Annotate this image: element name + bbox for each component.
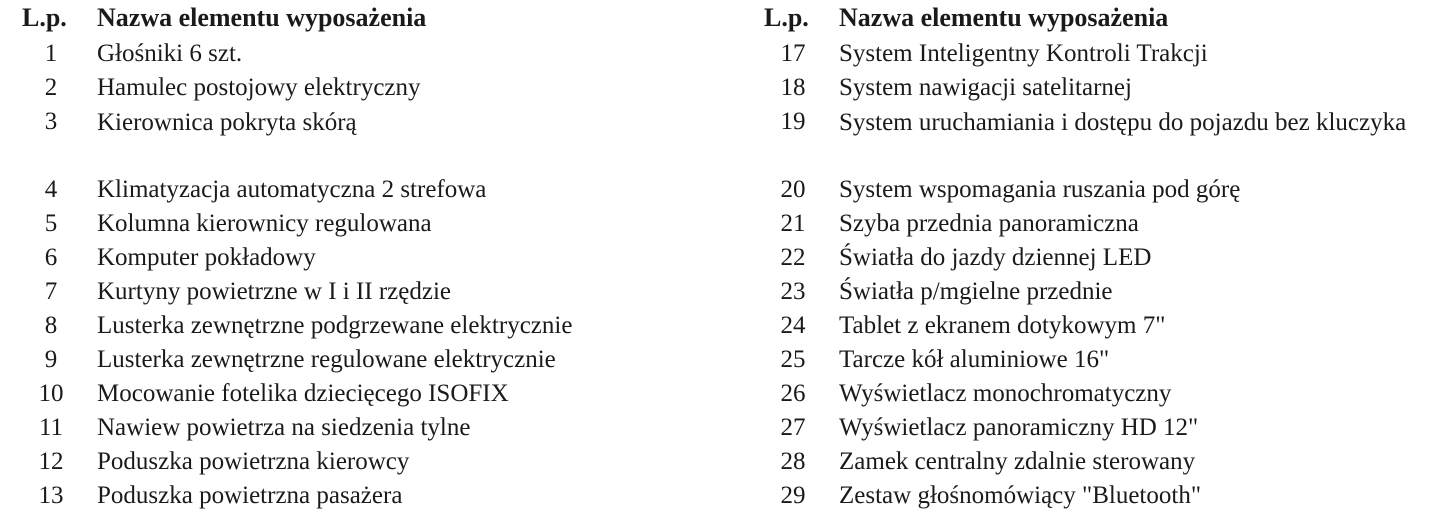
row-item-name: System wspomagania ruszania pod górę [839,176,1241,203]
row-item-name: System Inteligentny Kontroli Trakcji [839,40,1208,67]
row-number: 26 [780,380,806,407]
table-row [764,312,1424,346]
column-header-lp: L.p. [22,3,67,32]
table-row [764,176,1424,210]
table-row [764,380,1424,414]
table-header [22,0,712,40]
row-number: 12 [38,448,64,475]
table-row [764,414,1424,448]
row-number: 8 [44,312,58,339]
row-item-name: Komputer pokładowy [97,244,316,271]
row-item-name: Tarcze kół aluminiowe 16" [839,346,1110,373]
table-row [764,108,1424,176]
table-row [764,244,1424,278]
row-item-name: Światła p/mgielne przednie [839,278,1113,305]
equipment-table-right [764,0,1424,509]
row-item-name: Klimatyzacja automatyczna 2 strefowa [97,176,487,203]
row-number: 3 [44,108,58,135]
table-row [764,346,1424,380]
row-item-name: Poduszka powietrzna kierowcy [97,448,410,475]
row-item-name: Hamulec postojowy elektryczny [97,74,421,101]
row-item-name: Zestaw głośnomówiący "Bluetooth" [839,482,1202,509]
table-row [22,176,712,210]
table-row [22,414,712,448]
column-header-name: Nazwa elementu wyposażenia [97,3,427,32]
row-item-name: Zamek centralny zdalnie sterowany [839,448,1196,475]
column-header-name: Nazwa elementu wyposażenia [839,3,1169,32]
row-number: 22 [780,244,806,271]
row-item-name: Kolumna kierownicy regulowana [97,210,432,237]
table-row [22,108,712,176]
row-number: 25 [780,346,806,373]
row-item-name: Światła do jazdy dziennej LED [839,244,1152,271]
row-item-name: Poduszka powietrzna pasażera [97,482,403,509]
row-number: 6 [44,244,58,271]
row-number: 29 [780,482,806,509]
row-item-name: Mocowanie fotelika dziecięcego ISOFIX [97,380,509,407]
table-row [764,74,1424,108]
row-item-name: Tablet z ekranem dotykowym 7" [839,312,1166,339]
row-number: 19 [780,108,806,135]
row-number: 18 [780,74,806,101]
row-item-name: System nawigacji satelitarnej [839,74,1132,101]
table-row [22,448,712,482]
equipment-table-left [22,0,712,509]
row-item-name: Lusterka zewnętrzne podgrzewane elektrycznie [97,312,573,339]
row-number: 7 [44,278,58,305]
row-item-name: Szyba przednia panoramiczna [839,210,1139,237]
table-row [764,278,1424,312]
row-item-name: Głośniki 6 szt. [97,40,243,67]
table-row [22,482,712,509]
table-row [764,448,1424,482]
row-number: 23 [780,278,806,305]
row-number: 21 [780,210,806,237]
table-row [22,40,712,74]
row-number: 9 [44,346,58,373]
table-row [22,244,712,278]
table-header [764,0,1424,40]
row-item-name: System uruchamiania i dostępu do pojazdu bez kluczyka [839,109,1407,136]
row-number: 2 [44,74,58,101]
row-number: 11 [38,414,64,441]
row-number: 13 [38,482,64,509]
row-item-name: Wyświetlacz panoramiczny HD 12" [839,414,1199,441]
row-number: 17 [780,40,806,67]
row-number: 4 [44,176,58,203]
table-row [22,74,712,108]
table-row [22,346,712,380]
table-row [22,380,712,414]
column-header-lp: L.p. [764,3,809,32]
table-row [22,210,712,244]
row-number: 5 [44,210,58,237]
table-row [22,312,712,346]
table-row [764,40,1424,74]
row-number: 10 [38,380,64,407]
row-number: 24 [780,312,806,339]
table-row [22,278,712,312]
row-item-name: Lusterka zewnętrzne regulowane elektrycznie [97,346,556,373]
row-number: 28 [780,448,806,475]
row-item-name: Kierownica pokryta skórą [97,109,357,136]
row-item-name: Nawiew powietrza na siedzenia tylne [97,414,471,441]
row-number: 1 [44,40,58,67]
row-item-name: Wyświetlacz monochromatyczny [839,380,1172,407]
table-row [764,210,1424,244]
table-row [764,482,1424,509]
row-item-name: Kurtyny powietrzne w I i II rzędzie [97,278,452,305]
row-number: 27 [780,414,806,441]
row-number: 20 [780,176,806,203]
